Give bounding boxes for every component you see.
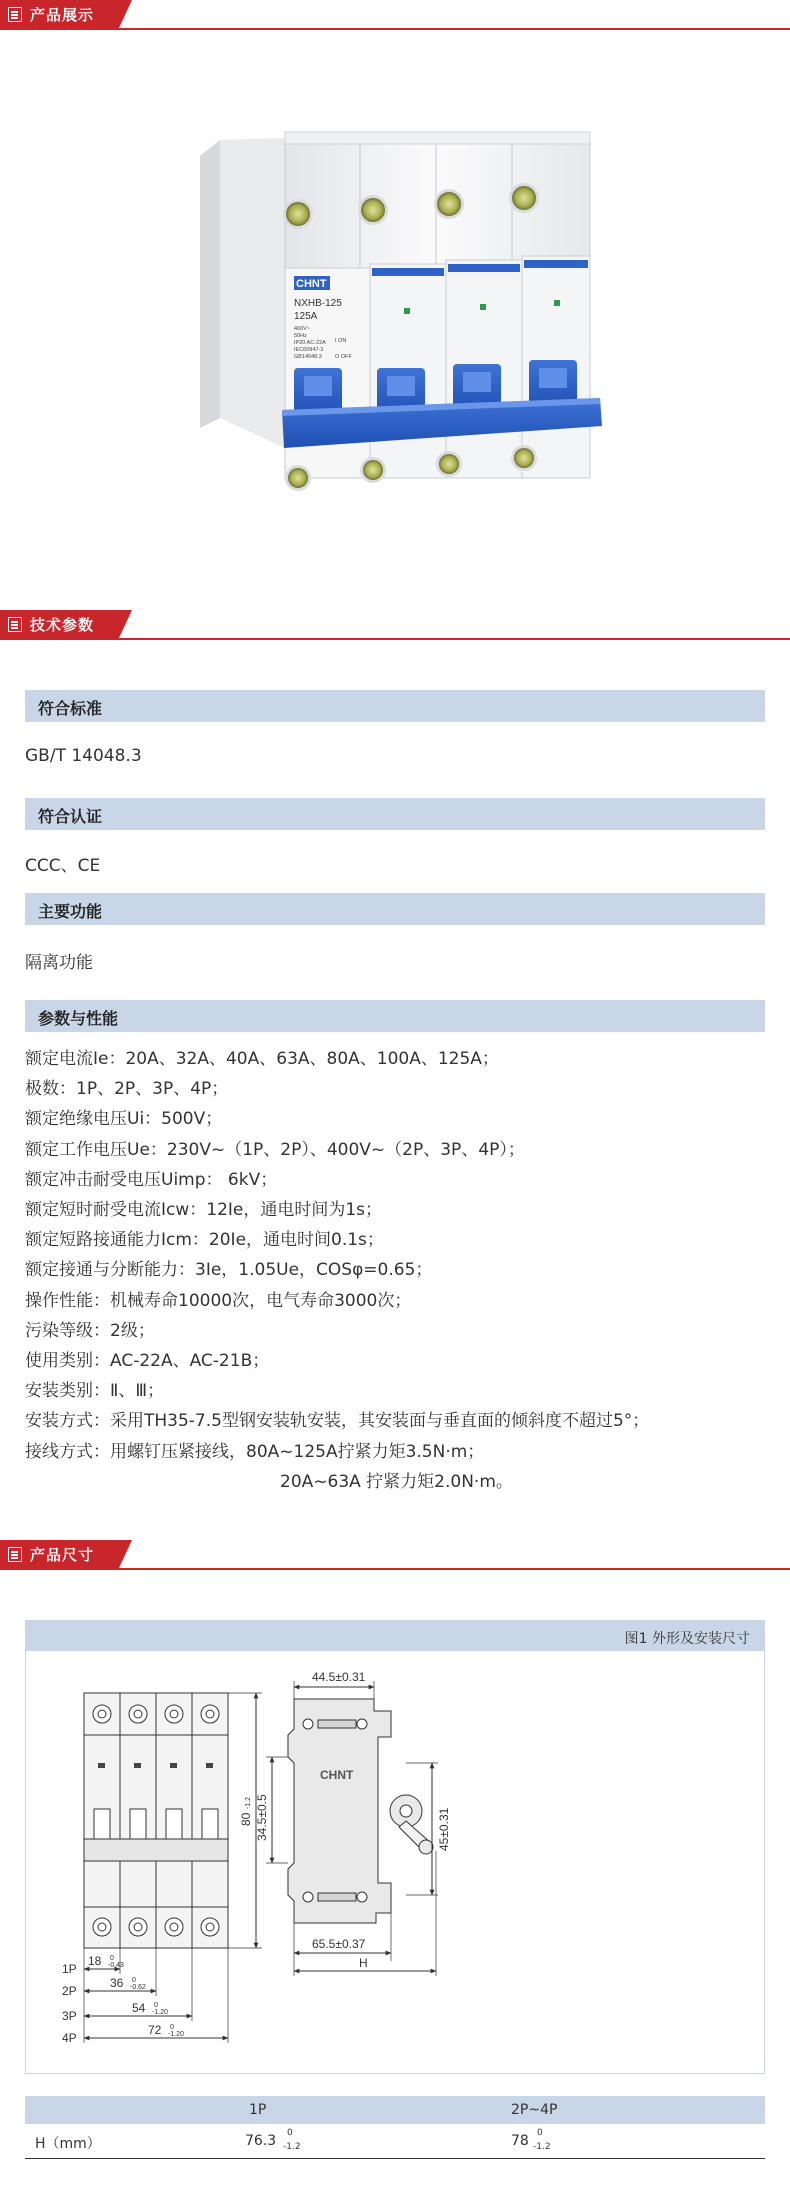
param-bar-function [25, 893, 765, 925]
cell-value: 76.3 [245, 2133, 277, 2149]
pole-width-tol-upper: 0 [154, 2002, 158, 2009]
pole-width: 72 [148, 2023, 162, 2037]
param-title: 符合标准 [38, 699, 103, 718]
side-bottom-dim: 65.5±0.37 [312, 1937, 366, 1951]
section-rule [0, 28, 790, 30]
pole-label: 2P [62, 1984, 77, 1998]
product-label-line: 50Hz [294, 333, 307, 339]
section-title: 产品尺寸 [30, 1546, 95, 1564]
param-value-function: 隔离功能 [25, 953, 93, 973]
table-header-cell: 1P [249, 2102, 267, 2118]
pole-width-tol: -0.62 [130, 1984, 146, 1991]
cell-tol-upper: 0 [287, 2128, 293, 2138]
performance-list [25, 1044, 649, 1497]
document-icon [8, 617, 22, 632]
section-rule [0, 638, 790, 640]
table-header-cell: 2P~4P [511, 2102, 558, 2118]
product-brand: CHNT [296, 278, 327, 290]
section-tab [0, 1540, 118, 1570]
figure-caption-bar [26, 1621, 764, 1651]
section-tab [0, 610, 118, 640]
product-label-line: GB14048.3 [294, 354, 322, 360]
spec-line: 额定接通与分断能力：3Ie，1.05Ue，COSφ=0.65； [25, 1260, 433, 1281]
section-title: 产品展示 [30, 6, 95, 24]
dimension-drawing [26, 1651, 764, 2071]
cell-value: 78 [511, 2133, 529, 2149]
document-icon [8, 7, 22, 22]
pole-width-tol: -1.20 [152, 2009, 168, 2016]
side-view [288, 1699, 391, 1923]
side-h-label: H [359, 1956, 368, 1970]
spec-line: 20A~63A 拧紧力矩2.0N·m。 [280, 1471, 513, 1492]
dimension-table [25, 2096, 765, 2159]
section-header-params [0, 610, 790, 640]
product-label-line: 400V~ [294, 326, 311, 332]
spec-line: 额定绝缘电压Ui：500V； [25, 1109, 223, 1130]
pole-width: 18 [88, 1954, 102, 1968]
spec-line: 极数：1P、2P、3P、4P； [25, 1079, 229, 1100]
table-header [25, 2096, 765, 2124]
row-label: H（mm） [35, 2136, 101, 2152]
side-right-dim: 45±0.31 [437, 1807, 451, 1851]
param-title: 主要功能 [38, 902, 103, 921]
cell-tol-upper: 0 [537, 2128, 543, 2138]
side-top-dim: 44.5±0.31 [312, 1670, 366, 1684]
pole-label: 3P [62, 2009, 77, 2023]
section-header-size [0, 1540, 790, 1570]
param-value-cert: CCC、CE [25, 856, 101, 876]
on-mark: I ON [335, 338, 347, 344]
spec-line: 污染等级：2级； [25, 1320, 155, 1341]
param-bar-cert [25, 798, 765, 830]
cell-tol-lower: -1.2 [283, 2142, 301, 2152]
param-title: 参数与性能 [38, 1009, 119, 1028]
spec-line: 额定电流Ie：20A、32A、40A、63A、80A、100A、125A； [25, 1049, 499, 1069]
product-label-line: IP20 AC-22A [294, 340, 326, 346]
product-rating: 125A [294, 311, 318, 322]
product-label-line: IEC60947-3 [294, 347, 324, 353]
param-value-standard: GB/T 14048.3 [25, 746, 142, 766]
spec-line: 额定冲击耐受电压Uimp： 6kV； [25, 1169, 278, 1190]
product-model: NXHB-125 [294, 298, 342, 309]
pole-width-tol-upper: 0 [110, 1955, 114, 1962]
pole-label: 1P [62, 1962, 77, 1976]
spec-line: 额定工作电压Ue：230V~（1P、2P）、400V~（2P、3P、4P）； [25, 1139, 525, 1160]
section-title: 技术参数 [30, 616, 95, 634]
spec-line: 额定短路接通能力Icm：20Ie，通电时间0.1s； [25, 1230, 384, 1251]
spec-line: 额定短时耐受电流Icw：12Ie，通电时间为1s； [25, 1200, 383, 1221]
pole-width-tol: -1.20 [168, 2031, 184, 2038]
pole-width-tol: -0.43 [108, 1962, 124, 1969]
off-mark: O OFF [335, 354, 352, 360]
front-view [84, 1693, 228, 1948]
dimension-figure [25, 1620, 765, 2074]
spec-line: 操作性能：机械寿命10000次，电气寿命3000次； [25, 1290, 412, 1311]
pole-width-tol-upper: 0 [132, 1977, 136, 1984]
table-row [25, 2124, 765, 2159]
front-height-tol: -1.2 [245, 1796, 252, 1809]
section-tab [0, 0, 118, 30]
section-rule [0, 1568, 790, 1570]
document-icon [8, 1547, 22, 1562]
pole-width: 36 [110, 1976, 124, 1990]
spec-line: 安装方式：采用TH35-7.5型钢安装轨安装，其安装面与垂直面的倾斜度不超过5°； [25, 1411, 650, 1432]
cell-tol-lower: -1.2 [533, 2142, 551, 2152]
side-brand: CHNT [320, 1768, 354, 1782]
side-left-dim: 34.5±0.5 [255, 1794, 269, 1841]
spec-line: 接线方式：用螺钉压紧接线，80A~125A拧紧力矩3.5N·m； [25, 1441, 485, 1462]
spec-line: 安装类别：Ⅱ、Ⅲ； [25, 1381, 165, 1402]
spec-line: 使用类别：AC-22A、AC-21B； [25, 1351, 270, 1372]
param-bar-standard [25, 690, 765, 722]
figure-caption: 图1 外形及安装尺寸 [624, 1631, 750, 1647]
front-height-dim: 80 [239, 1812, 253, 1826]
param-bar-performance [25, 1000, 765, 1032]
param-title: 符合认证 [38, 807, 103, 826]
product-image [190, 118, 610, 518]
section-header-display [0, 0, 790, 30]
pole-width: 54 [132, 2001, 146, 2015]
pole-label: 4P [62, 2031, 77, 2045]
pole-width-tol-upper: 0 [170, 2024, 174, 2031]
